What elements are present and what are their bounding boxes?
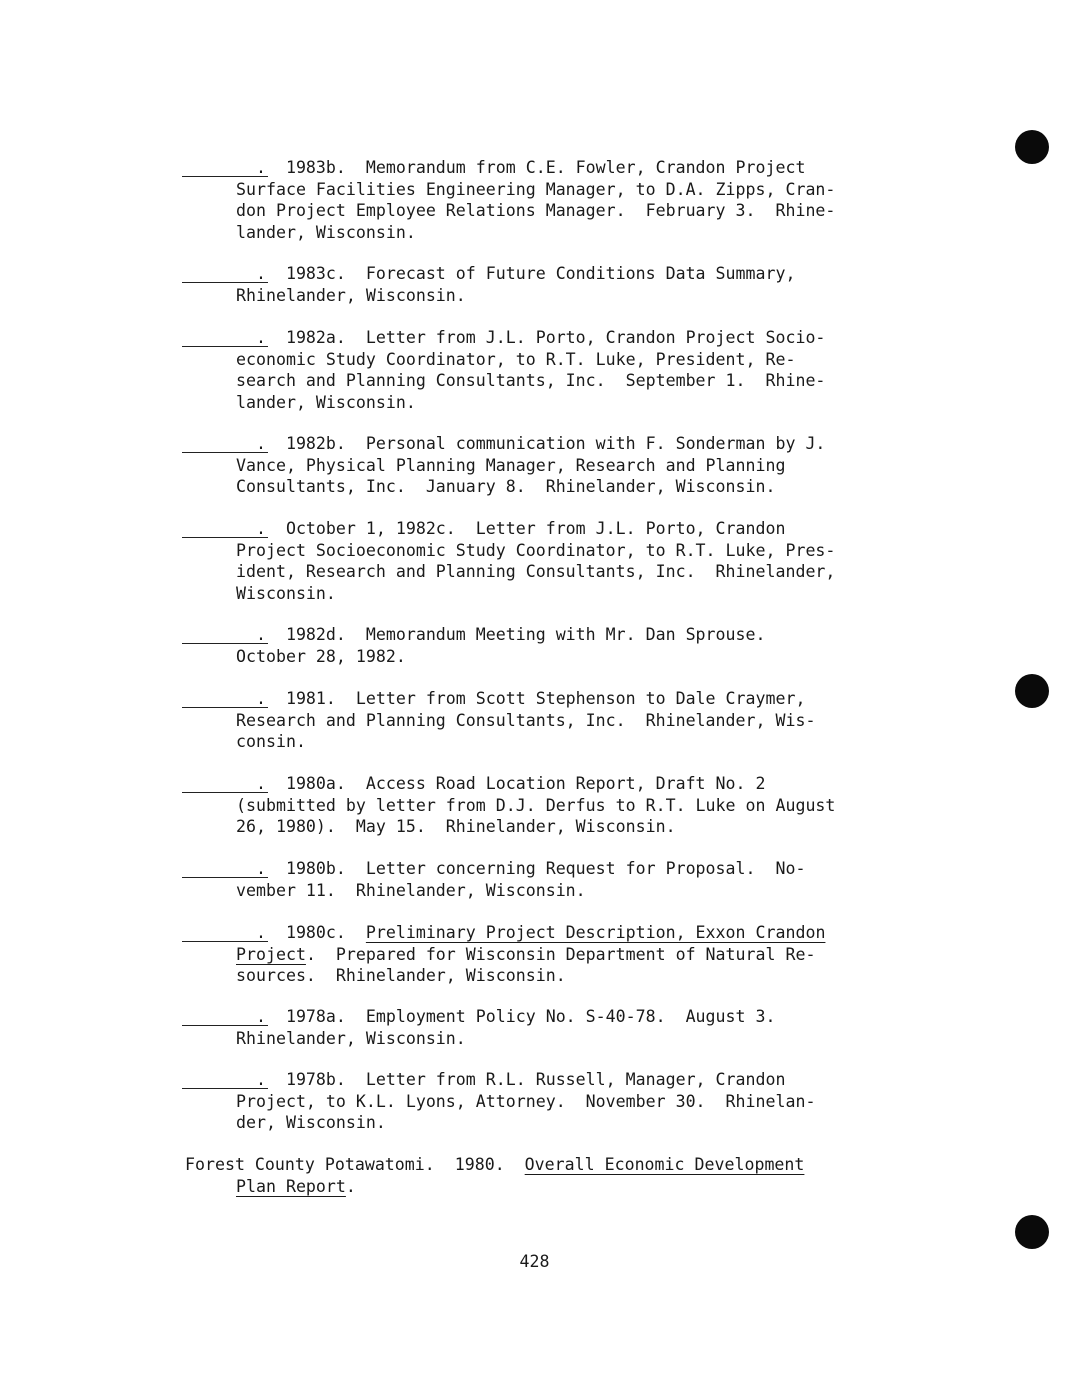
punch-hole-top bbox=[1015, 130, 1049, 164]
author-dash-line bbox=[182, 346, 268, 347]
author-dash-line bbox=[182, 877, 268, 878]
reference-entry: . 1983b. Memorandum from C.E. Fowler, Crandon Project Surface Facilities Engineering Manager, to D.A. Zipps, Cran- don Project Employee Relations Manager. February 3. Rhine- lander, Wisconsin. bbox=[236, 157, 876, 243]
punch-hole-bottom bbox=[1015, 1215, 1049, 1249]
reference-entry: . 1978a. Employment Policy No. S-40-78. August 3. Rhinelander, Wisconsin. bbox=[236, 1006, 876, 1049]
author-dash-line bbox=[182, 176, 268, 177]
report-title: Preliminary Project Description, Exxon Crandon bbox=[365, 923, 826, 942]
author-dash-line bbox=[182, 941, 268, 942]
reference-entry: . 1982b. Personal communication with F. Sonderman by J. Vance, Physical Planning Manager, Research and Planning Consultants, Inc. January 8. Rhinelander, Wisconsin. bbox=[236, 433, 876, 498]
reference-entry: . 1980b. Letter concerning Request for Proposal. No- vember 11. Rhinelander, Wisconsin. bbox=[236, 858, 876, 901]
reference-entry: . 1980a. Access Road Location Report, Draft No. 2 (submitted by letter from D.J. Derfus to R.T. Luke on August 26, 1980). May 15. Rhinelander, Wisconsin. bbox=[236, 773, 876, 838]
reference-entry: . 1983c. Forecast of Future Conditions Data Summary, Rhinelander, Wisconsin. bbox=[236, 263, 876, 306]
author-dash-line bbox=[182, 1025, 268, 1026]
author-dash-line bbox=[182, 643, 268, 644]
author-dash-line bbox=[182, 282, 268, 283]
punch-hole-middle bbox=[1015, 674, 1049, 708]
reference-entry-forest-county: Forest County Potawatomi. 1980. Overall Economic Development Plan Report. bbox=[185, 1155, 805, 1196]
author-dash-line bbox=[182, 1088, 268, 1089]
page-number: 428 bbox=[519, 1252, 550, 1271]
author-dash-line bbox=[182, 792, 268, 793]
report-title: Overall Economic Development bbox=[524, 1155, 805, 1174]
author-dash-line bbox=[182, 537, 268, 538]
report-title-continued: Project bbox=[236, 944, 306, 964]
reference-entry: . 1982d. Memorandum Meeting with Mr. Dan Sprouse. October 28, 1982. bbox=[236, 624, 876, 667]
reference-entry: . 1981. Letter from Scott Stephenson to Dale Craymer, Research and Planning Consultants, Inc. Rhinelander, Wis- consin. bbox=[236, 688, 876, 753]
reference-entry: . 1978b. Letter from R.L. Russell, Manager, Crandon Project, to K.L. Lyons, Attorney. November 30. Rhinelan- der, Wisconsin. bbox=[236, 1069, 876, 1134]
reference-entry: . October 1, 1982c. Letter from J.L. Porto, Crandon Project Socioeconomic Study Coordinator, to R.T. Luke, Pres- ident, Research and Planning Consultants, Inc. Rhinelander, Wisconsin. bbox=[236, 518, 876, 604]
reference-entry: . 1980c. Preliminary Project Description, Exxon Crandon Project. Prepared for Wisconsin Department of Natural Re- sources. Rhinelander, Wisconsin. bbox=[236, 922, 876, 987]
author-dash-line bbox=[182, 452, 268, 453]
author-dash-line bbox=[182, 707, 268, 708]
reference-entry: . 1982a. Letter from J.L. Porto, Crandon Project Socio- economic Study Coordinator, to R.T. Luke, President, Re- search and Planning Consultants, Inc. September 1. Rhine- lander, Wisconsin. bbox=[236, 327, 876, 413]
report-title-continued: Plan Report bbox=[236, 1176, 346, 1196]
